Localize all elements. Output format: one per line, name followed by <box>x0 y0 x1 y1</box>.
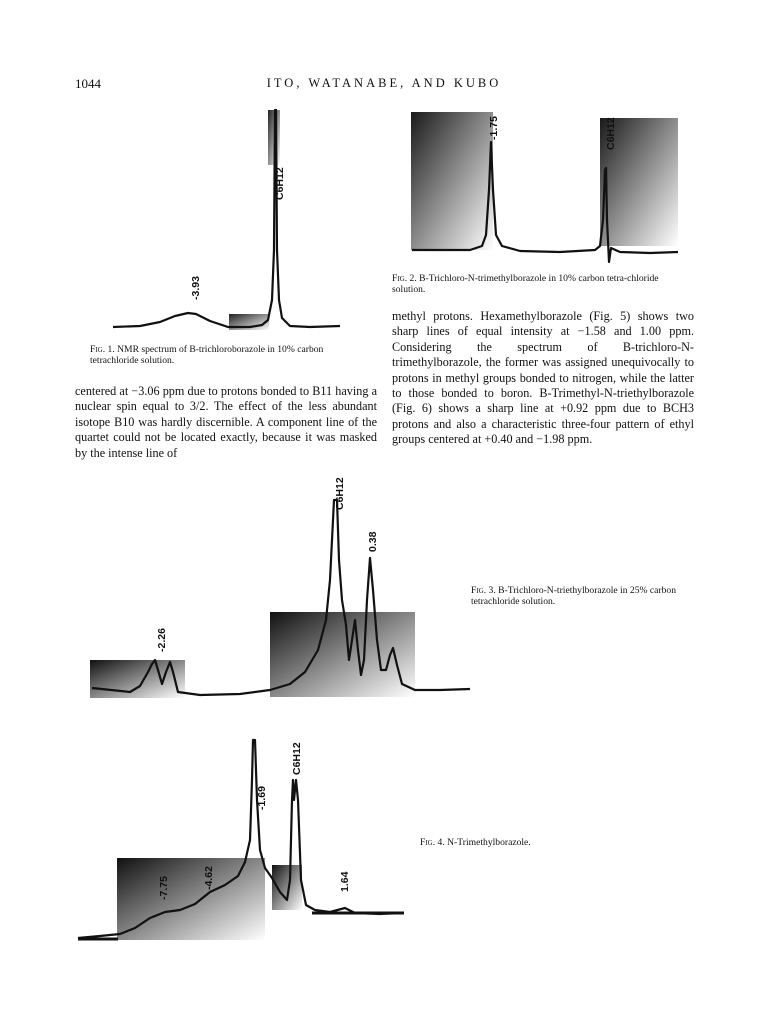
fig4-shade-left <box>117 858 265 940</box>
fig4-peak-label-5: 1.64 <box>339 871 351 892</box>
fig1-peak-label-2: C6H12 <box>274 167 286 200</box>
right-column-paragraph: methyl protons. Hexamethylborazole (Fig. 5) shows two sharp lines of equal intensity at −1.58 and 1.00 ppm. Considering the spectrum of B-trichloro-N-trimethylborazole, the former was assigned unequivocally to protons in methyl groups bonded to nitrogen, while the latter to those bonded to boron. B-Trimethyl-N-triethylborazole (Fig. 6) shows a sharp line at +0.92 ppm due to BCH3 protons and also a characteristic three-four pattern of ethyl groups centered at +0.40 and −1.98 ppm. <box>392 309 694 447</box>
running-title: ITO, WATANABE, AND KUBO <box>266 76 502 90</box>
fig1-caption-text: NMR spectrum of B-trichloroborazole in 10% carbon tetrachloride solution. <box>90 344 324 366</box>
fig2-caption-label: Fig. 2. <box>392 273 417 284</box>
left-column-paragraph: centered at −3.06 ppm due to protons bonded to B11 having a nuclear spin equal to 3/2. The effect of the less abundant isotope B10 was hardly discernible. A component line of the quartet could not be located exactly, because it was masked by the intense line of <box>75 384 377 460</box>
fig1-peak-label-1: -3.93 <box>190 276 202 300</box>
fig3-peak-label-3: 0.38 <box>367 531 379 552</box>
page-number: 1044 <box>75 76 101 91</box>
fig4-peak-label-2: -4.62 <box>203 866 215 890</box>
fig4-peak-label-4: C6H12 <box>291 742 303 775</box>
fig3-caption-text: B-Trichloro-N-triethylborazole in 25% carbon tetrachloride solution. <box>471 585 677 607</box>
fig4-caption <box>420 837 640 848</box>
fig2-caption-text: B-Trichloro-N-trimethylborazole in 10% carbon tetra-chloride solution. <box>392 273 659 295</box>
fig4-caption-label: Fig. 4. <box>420 837 445 848</box>
fig2-peak-label-1: -1.75 <box>488 116 500 140</box>
fig2-peak-label-2: C6H12 <box>605 117 617 150</box>
fig4-peak-label-1: -7.75 <box>158 876 170 900</box>
fig4-peak-label-3: -1.69 <box>256 786 268 810</box>
fig3-caption-label: Fig. 3. <box>471 585 496 596</box>
fig3-peak-label-1: -2.26 <box>156 628 168 652</box>
fig3-peak-label-2: C6H12 <box>334 477 346 510</box>
fig4-caption-text: N-Trimethylborazole. <box>447 837 531 848</box>
fig1-caption-label: Fig. 1. <box>90 344 115 355</box>
